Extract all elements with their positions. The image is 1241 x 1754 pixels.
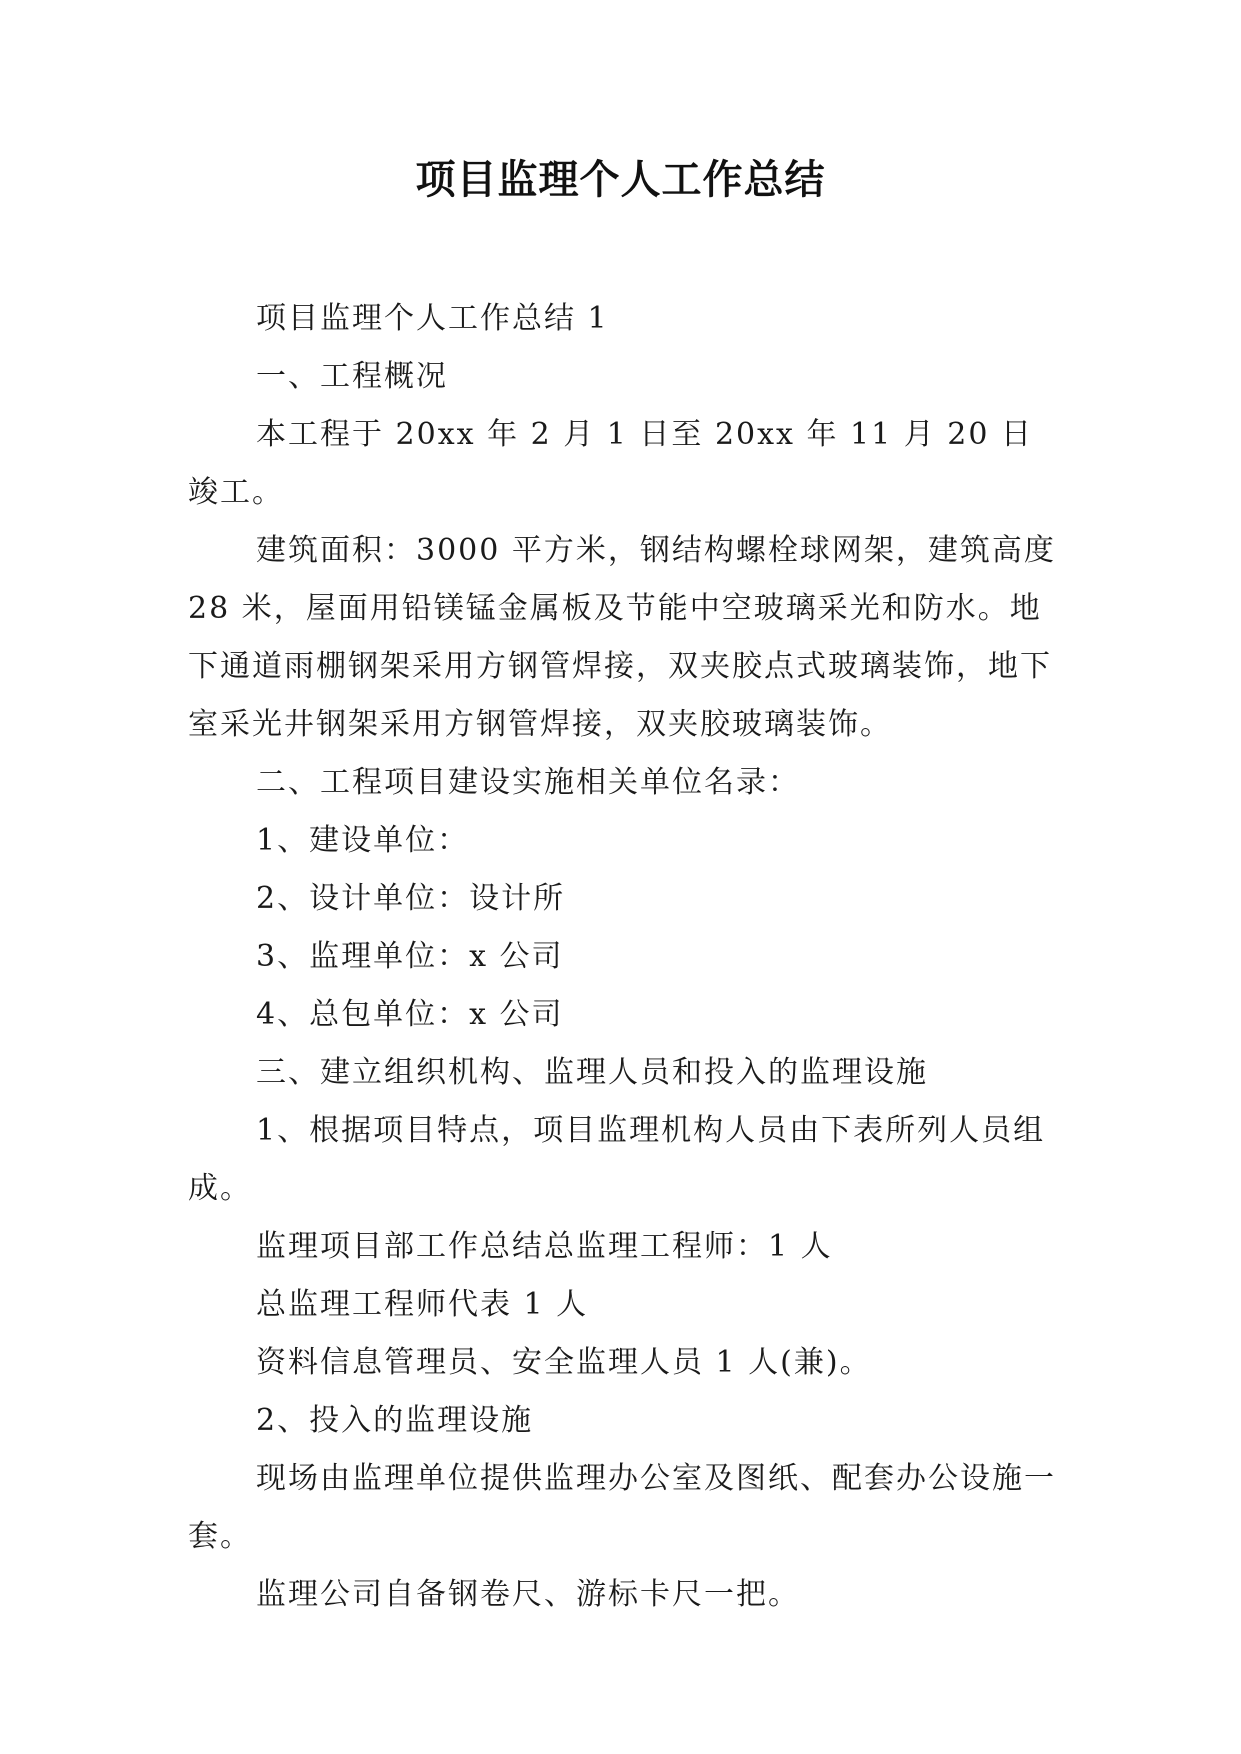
paragraph-info-manager: 资料信息管理员、安全监理人员 1 人(兼)。 <box>256 1345 872 1380</box>
paragraph-construction-unit: 1、建设单位： <box>256 823 470 858</box>
paragraph-contractor-unit: 4、总包单位：x 公司 <box>256 997 564 1032</box>
paragraph-units-heading: 二、工程项目建设实施相关单位名录： <box>256 765 800 800</box>
paragraph-tools: 监理公司自备钢卷尺、游标卡尺一把。 <box>256 1577 800 1612</box>
paragraph-chief-engineer: 监理项目部工作总结总监理工程师：1 人 <box>256 1229 833 1264</box>
paragraph-office-facilities: 现场由监理单位提供监理办公室及图纸、配套办公设施一套。 <box>188 1461 1056 1554</box>
paragraph-building-description: 建筑面积：3000 平方米，钢结构螺栓球网架，建筑高度 28 米，屋面用铅镁锰金属板及节能中空玻璃采光和防水。地下通道雨棚钢架采用方钢管焊接，双夹胶点式玻璃装饰，地下室采光井钢架采用方钢管焊接，双夹胶玻璃装饰。 <box>188 533 1056 742</box>
paragraph-chief-representative: 总监理工程师代表 1 人 <box>256 1287 589 1322</box>
paragraph-facilities-heading: 2、投入的监理设施 <box>256 1403 534 1438</box>
paragraph-completion-date: 本工程于 20xx 年 2 月 1 日至 20xx 年 11 月 20 日竣工。 <box>188 417 1033 510</box>
paragraph-design-unit: 2、设计单位：设计所 <box>256 881 566 916</box>
paragraph-section-heading: 项目监理个人工作总结 1 <box>256 301 609 336</box>
paragraph-supervision-unit: 3、监理单位：x 公司 <box>256 939 564 974</box>
paragraph-organization-heading: 三、建立组织机构、监理人员和投入的监理设施 <box>256 1055 928 1090</box>
document-body <box>188 290 1063 1624</box>
document-title: 项目监理个人工作总结 <box>415 157 826 203</box>
paragraph-staff-composition: 1、根据项目特点，项目监理机构人员由下表所列人员组成。 <box>188 1113 1046 1206</box>
paragraph-overview-heading: 一、工程概况 <box>256 359 448 394</box>
